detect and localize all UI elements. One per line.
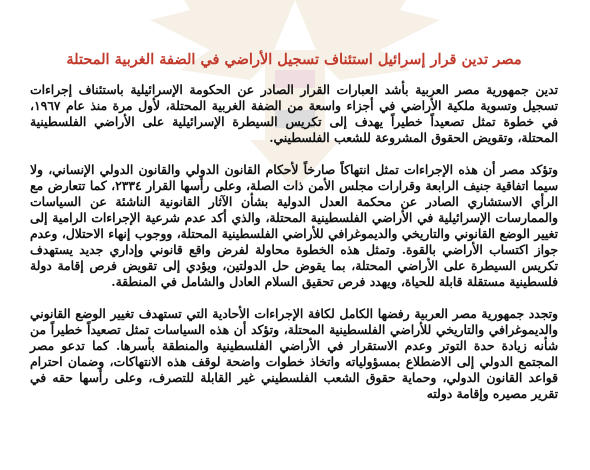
statement-paragraph-2: وتؤكد مصر أن هذه الإجراءات تمثل انتهاكاً صارخاً لأحكام القانون الدولي والقانون الدولي الإنساني، ولا سيما اتفاقية جنيف الرابعة وقرارات مجلس الأمن ذات الصلة، وعلى رأسها القرار ٢٣٣٤، كما تتعارض مع الرأي الاستشاري الصادر عن محكمة العدل الدولية بشأن الآثار القانونية الناشئة عن السياسات والممارسات الإسرائيلية في الأراضي الفلسطينية المحتلة، والذي أكد عدم شرعية الإجراءات الرامية إلى تغيير الوضع القانوني والتاريخي والديموغرافي للأراضي الفلسطينية المحتلة، ووجوب إنهاء الاحتلال، وعدم جواز اكتساب الأراضي بالقوة. وتمثل هذه الخطوة محاولة لفرض واقع قانوني وإداري جديد يستهدف تكريس السيطرة على الأراضي المحتلة، بما يقوض حل الدولتين، ويؤدي إلى تقويض فرص إقامة دولة فلسطينية مستقلة قابلة للحياة، ويهدد فرص تحقيق السلام العادل والشامل في المنطقة. (30, 162, 559, 289)
press-statement (30, 50, 558, 418)
statement-title: مصر تدين قرار إسرائيل استئناف تسجيل الأراضي في الضفة الغربية المحتلة (66, 51, 522, 68)
statement-paragraph-3: وتجدد جمهورية مصر العربية رفضها الكامل لكافة الإجراءات الأحادية التي تستهدف تغيير الوضع القانوني والديموغرافي والتاريخي للأراضي الفلسطينية المحتلة، وتؤكد أن هذه السياسات تمثل تصعيداً خطيراً من شأنه زيادة حدة التوتر وعدم الاستقرار في الأراضي الفلسطينية والمنطقة بأسرها. كما تدعو مصر المجتمع الدولي إلى الاضطلاع بمسؤولياته واتخاذ خطوات واضحة لوقف هذه الانتهاكات، وضمان احترام قواعد القانون الدولي، وحماية حقوق الشعب الفلسطيني غير القابلة للتصرف، وعلى رأسها حقه في تقرير مصيره وإقامة دولته (30, 306, 558, 401)
statement-paragraph-1: تدين جمهورية مصر العربية بأشد العبارات القرار الصادر عن الحكومة الإسرائيلية باستئناف إجراءات تسجيل وتسوية ملكية الأراضي في أجزاء واسعة من الضفة الغربية المحتلة، لأول مرة منذ عام ١٩٦٧، في خطوة تمثل تصعيداً خطيراً يهدف إلى تكريس السيطرة الإسرائيلية على الأراضي الفلسطينية المحتلة، وتقويض الحقوق المشروعة للشعب الفلسطيني. (30, 82, 558, 145)
